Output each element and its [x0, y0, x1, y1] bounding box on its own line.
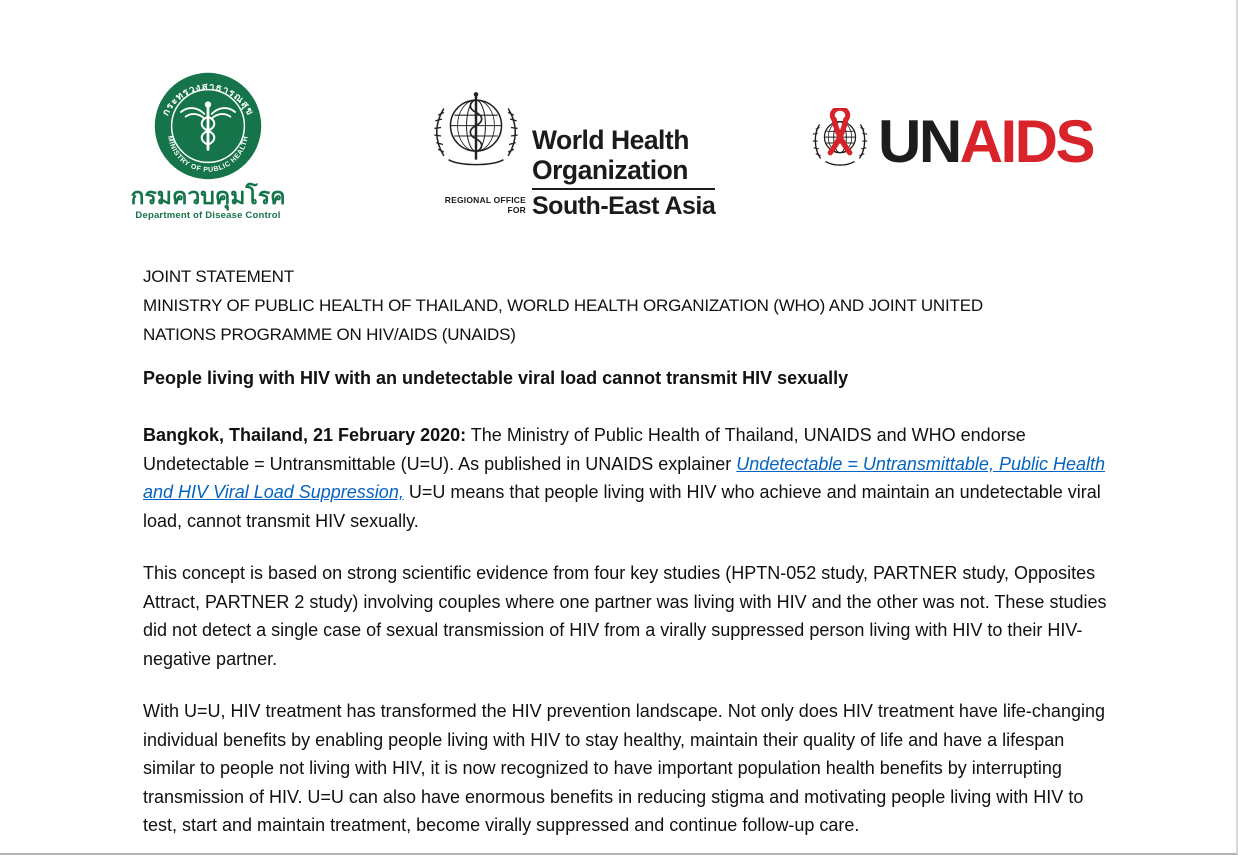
text-run: The Ministry of Public Health of Thailand, UNAIDS and WHO endorse Undetectable = Untransmittable (U=U). As published in UNAIDS explainer	[143, 425, 1026, 474]
who-name	[532, 126, 715, 188]
who-emblem-icon	[424, 84, 528, 188]
moph-department-thai: กรมควบคุมโรค	[130, 183, 286, 209]
moph-department-english: Department of Disease Control	[135, 210, 281, 222]
unaids-un-text: UN	[878, 108, 960, 175]
document-headline: People living with HIV with an undetectable viral load cannot transmit HIV sexually	[143, 368, 849, 388]
document-body	[143, 421, 1108, 855]
moph-emblem-icon	[152, 70, 264, 182]
unaids-wordmark	[878, 108, 1094, 175]
who-name-line1: World Health	[532, 125, 689, 156]
svg-text:กระทรวงสาธารณสุข: กระทรวงสาธารณสุข	[160, 81, 256, 118]
text-run: With U=U, HIV treatment has transformed the HIV prevention landscape. Not only does HIV treatment have life-changing individual benefits by enabling people living with HIV to stay healthy, maintain their quality of life and have a lifespan similar to people not living with HIV, it is now recognized to have important population health benefits by interrupting transmission of HIV. U=U can also have enormous benefits in reducing stigma and motivating people living with HIV to test, start and maintain treatment, become virally suppressed and continue follow-up care.	[143, 701, 1105, 835]
bold-text-run: Bangkok, Thailand, 21 February 2020:	[143, 425, 467, 445]
who-office-prefix: REGIONAL OFFICE FOR	[444, 194, 526, 215]
who-region-wrap	[532, 188, 715, 221]
moph-logo	[128, 70, 288, 221]
paragraph	[143, 421, 1108, 535]
text-run: This concept is based on strong scientific evidence from four key studies (HPTN-052 study, PARTNER study, Opposites Attract, PARTNER 2 study) involving couples where one partner was living with HIV and the other was not. These studies did not detect a single case of sexual transmission of HIV from a virally suppressed person living with HIV to their HIV-negative partner.	[143, 563, 1107, 669]
paragraph	[143, 697, 1108, 840]
unaids-aids-text: AIDS	[959, 108, 1094, 175]
text-run: U=U means that people living with HIV who achieve and maintain an undetectable viral load, cannot transmit HIV sexually.	[143, 482, 1101, 531]
paragraph	[143, 559, 1108, 673]
statement-parties-line2: NATIONS PROGRAMME ON HIV/AIDS (UNAIDS)	[143, 325, 516, 344]
statement-parties-line1: MINISTRY OF PUBLIC HEALTH OF THAILAND, WORLD HEALTH ORGANIZATION (WHO) AND JOINT UNITED	[143, 296, 983, 315]
statement-heading	[143, 262, 1153, 349]
unaids-explainer-link[interactable]: Undetectable = Untransmittable, Public Health and HIV Viral Load Suppression,	[143, 453, 1105, 502]
who-region: South-East Asia	[532, 192, 716, 220]
svg-text:MINISTRY OF PUBLIC HEALTH: MINISTRY OF PUBLIC HEALTH	[166, 135, 250, 174]
unaids-logo	[806, 108, 1093, 176]
statement-title: JOINT STATEMENT	[143, 267, 294, 286]
who-name-line2: Organization	[532, 155, 688, 186]
un-wreath-red-ribbon-icon	[806, 108, 874, 176]
who-logo	[424, 84, 715, 221]
